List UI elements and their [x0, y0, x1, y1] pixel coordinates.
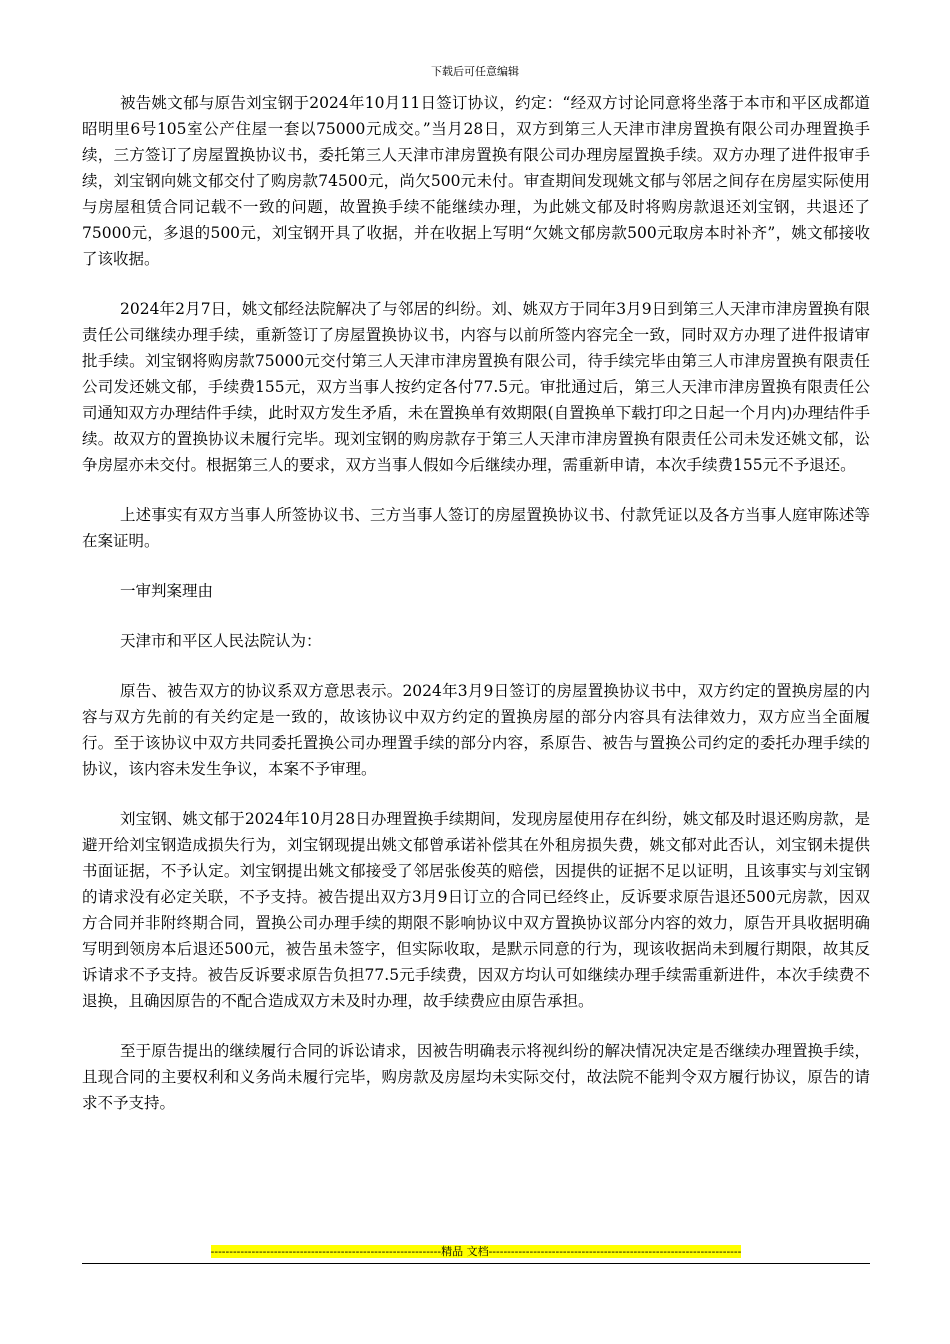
footer-watermark	[82, 1242, 870, 1262]
footer-dashes-left: --------------------------------------------------------------	[210, 1245, 442, 1258]
court-opinion-intro: 天津市和平区人民法院认为：	[120, 632, 322, 650]
document-body	[82, 90, 870, 1140]
page-header: 下载后可任意编辑	[431, 65, 519, 78]
footer-dashes-right: --------------------------------------------------------------------	[488, 1245, 742, 1258]
page-footer	[82, 1242, 870, 1264]
paragraph-second-agreement: 2024年2月7日，姚文郁经法院解决了与邻居的纠纷。刘、姚双方于同年3月9日到第三人天津市津房置换有限责任公司继续办理手续，重新签订了房屋置换协议书，内容与以前所签内容完全一致，同时双方办理了进件报请审批手续。刘宝钢将购房款75000元交付第三人天津市津房置换有限公司，待手续完毕由第三人市津房置换有限责任公司发还姚文郁，手续费155元，双方当事人按约定各付77.5元。审批通过后，第三人天津市津房置换有限责任公司通知双方办理结件手续，此时双方发生矛盾，未在置换单有效期限(自置换单下载打印之日起一个月内)办理结件手续。故双方的置换协议未履行完毕。现刘宝钢的购房款存于第三人天津市津房置换有限责任公司未发还姚文郁，讼争房屋亦未交付。根据第三人的要求，双方当事人假如今后继续办理，需重新申请，本次手续费155元不予退还。	[82, 300, 870, 474]
footer-label: 精品 文档	[441, 1245, 489, 1258]
section-heading-judgment-reasons: 一审判案理由	[120, 582, 214, 600]
footer-divider	[82, 1263, 870, 1264]
paragraph-agreement-validity: 原告、被告双方的协议系双方意思表示。2024年3月9日签订的房屋置换协议书中，双方约定的置换房屋的内容与双方先前的有关约定是一致的，故该协议中双方约定的置换房屋的部分内容具有法律效力，双方应当全面履行。至于该协议中双方共同委托置换公司办理置手续的部分内容，系原告、被告与置换公司约定的委托办理手续的协议，该内容未发生争议，本案不予审理。	[82, 682, 870, 778]
paragraph-performance-claim: 至于原告提出的继续履行合同的诉讼请求，因被告明确表示将视纠纷的解决情况决定是否继续办理置换手续，且现合同的主要权利和义务尚未履行完毕，购房款及房屋均未实际交付，故法院不能判令双方履行协议，原告的请求不予支持。	[82, 1042, 870, 1112]
paragraph-claims-analysis: 刘宝钢、姚文郁于2024年10月28日办理置换手续期间，发现房屋使用存在纠纷，姚文郁及时退还购房款，是避开给刘宝钢造成损失行为，刘宝钢现提出姚文郁曾承诺补偿其在外租房损失费，姚文郁对此否认，刘宝钢未提供书面证据，不予认定。刘宝钢提出姚文郁接受了邻居张俊英的赔偿，因提供的证据不足以证明，且该事实与刘宝钢的请求没有必定关联，不予支持。被告提出双方3月9日订立的合同已经终止，反诉要求原告退还500元房款，因双方合同并非附终期合同，置换公司办理手续的期限不影响协议中双方置换协议部分内容的效力，原告开具收据明确写明到领房本后退还500元，被告虽未签字，但实际收取，是默示同意的行为，现该收据尚未到履行期限，故其反诉请求不予支持。被告反诉要求原告负担77.5元手续费，因双方均认可如继续办理手续需重新进件，本次手续费不退换，且确因原告的不配合造成双方未及时办理，故手续费应由原告承担。	[82, 810, 870, 1010]
paragraph-agreement-facts: 被告姚文郁与原告刘宝钢于2024年10月11日签订协议，约定：“经双方讨论同意将坐落于本市和平区成都道昭明里6号105室公产住屋一套以75000元成交。”当月28日，双方到第三人天津市津房置换有限公司办理置换手续，三方签订了房屋置换协议书，委托第三人天津市津房置换有限公司办理房屋置换手续。双方办理了进件报审手续，刘宝钢向姚文郁交付了购房款74500元，尚欠500元未付。审查期间发现姚文郁与邻居之间存在房屋实际使用与房屋租赁合同记载不一致的问题，故置换手续不能继续办理，为此姚文郁及时将购房款退还刘宝钢，共退还了75000元，多退的500元，刘宝钢开具了收据，并在收据上写明“欠姚文郁房款500元取房本时补齐”，姚文郁接收了该收据。	[82, 94, 870, 268]
paragraph-evidence: 上述事实有双方当事人所签协议书、三方当事人签订的房屋置换协议书、付款凭证以及各方当事人庭审陈述等在案证明。	[82, 506, 870, 550]
